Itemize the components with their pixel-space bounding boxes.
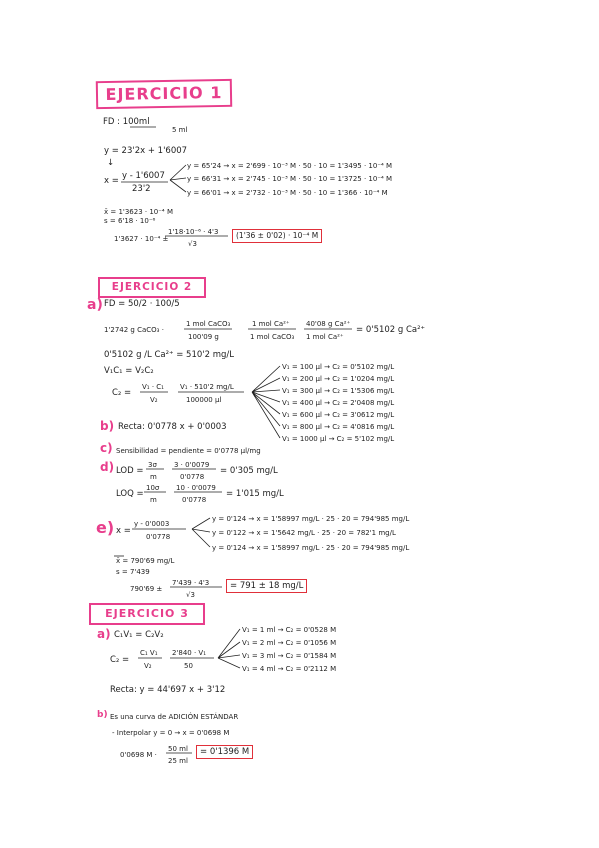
ex2-recta: Recta: 0'0778 x + 0'0003	[118, 422, 227, 432]
ex2-loq-label: LOQ =	[116, 489, 144, 499]
ex2-conv-f1d: 100'09 g	[188, 333, 219, 341]
ex2-c2-num: V₁ · C₁	[142, 383, 164, 391]
ex2-sample-3: y = 0'124 → x = 1'58997 mg/L · 25 · 20 = 794'985 mg/L	[212, 544, 410, 552]
ex2-conv-f3n: 40'08 g Ca²⁺	[306, 320, 351, 328]
ex2-c2b-den: 100000 µl	[186, 396, 222, 404]
ex2-loq-den2: 0'0778	[182, 496, 207, 504]
ex3-calc-lead: 0'0698 M ·	[120, 751, 157, 759]
ex2-x-num: y - 0'0003	[134, 520, 170, 528]
ex2-loq-num2: 10 · 0'0079	[176, 484, 216, 492]
ex2-dilution-1: V₁ = 100 µl → C₂ = 0'5102 mg/L	[282, 363, 395, 371]
ex2-ci-den: √3	[186, 591, 195, 599]
ex2-sensitivity: Sensibilidad = pendiente = 0'0778 µl/mg	[116, 447, 261, 455]
ex2-conv-f3d: 1 mol Ca²⁺	[306, 333, 344, 341]
ex2-c2-den: V₂	[150, 396, 158, 404]
ex2-sample-2: y = 0'122 → x = 1'5642 mg/L · 25 · 20 = 782'1 mg/L	[212, 529, 396, 537]
ex2-b-label: b)	[100, 419, 115, 433]
ex2-dilution-2: V₁ = 200 µl → C₂ = 1'0204 mg/L	[282, 375, 395, 383]
ex2-sample-arrows	[192, 518, 210, 547]
ex2-c-label: c)	[100, 441, 113, 455]
ex1-fd-den: 5 ml	[172, 126, 188, 134]
ex3-dilution-1: V₁ = 1 ml → C₂ = 0'0528 M	[242, 626, 337, 634]
ex2-lod-result: = 0'305 mg/L	[220, 466, 278, 476]
ex3-recta: Recta: y = 44'697 x + 3'12	[110, 685, 226, 695]
ex2-lod-num2: 3 · 0'0079	[174, 461, 210, 469]
ex2-sample-1: y = 0'124 → x = 1'58997 mg/L · 25 · 20 = 794'985 mg/L	[212, 515, 410, 523]
ex3-c2-num: C₁ V₁	[140, 649, 158, 657]
ex3-interpolate: - Interpolar y = 0 → x = 0'0698 M	[112, 729, 230, 737]
ex2-dilution-3: V₁ = 300 µl → C₂ = 1'5306 mg/L	[282, 387, 395, 395]
ex2-c2-label: C₂ =	[112, 388, 132, 398]
ex2-dilution-7: V₁ = 1000 µl → C₂ = 5'102 mg/L	[282, 435, 395, 443]
ex2-ci-lead: 790'69 ±	[130, 585, 163, 593]
ex3-dilution-4: V₁ = 4 ml → C₂ = 0'2112 M	[242, 665, 337, 673]
ex2-loq-den: m	[150, 496, 157, 504]
ex3-c2-den: V₂	[144, 662, 152, 670]
ex2-gl: 0'5102 g /L Ca²⁺ = 510'2 mg/L	[104, 350, 234, 360]
ex2-lod-num: 3σ	[148, 461, 157, 469]
ex1-branch-1: y = 65'24 → x = 2'699 · 10⁻³ M · 50 · 10 = 1'3495 · 10⁻⁴ M	[187, 162, 393, 170]
ex1-sd: s = 6'18 · 10⁻⁶	[104, 217, 156, 225]
ex3-result-box: = 0'1396 M	[196, 745, 253, 759]
ex1-arrow-down: ↓	[107, 158, 115, 168]
ex3-b-label: b)	[97, 710, 108, 720]
ex1-x-num: y - 1'6007	[122, 171, 165, 181]
ex2-x-label: x =	[116, 526, 131, 536]
ex1-ci-lead: 1'3627 · 10⁻⁴ ±	[114, 235, 169, 243]
ex2-vc: V₁C₁ = V₂C₂	[104, 366, 154, 376]
ex2-mean: x̄ = 790'69 mg/L	[116, 557, 175, 565]
ex2-conv-f1n: 1 mol CaCO₃	[186, 320, 231, 328]
ex1-title-text: EJERCICIO 1	[105, 82, 223, 105]
ex1-result-box: (1'36 ± 0'02) · 10⁻⁴ M	[232, 229, 322, 243]
ex2-dilution-arrows	[252, 366, 280, 438]
ex3-calc-den: 25 ml	[168, 757, 188, 765]
ex3-a-label: a)	[97, 627, 111, 641]
ex3-dilution-3: V₁ = 3 ml → C₂ = 0'1584 M	[242, 652, 337, 660]
ex3-dilution-2: V₁ = 2 ml → C₂ = 0'1056 M	[242, 639, 337, 647]
ex2-loq-num: 10σ	[146, 484, 160, 492]
ex1-branch-2: y = 66'31 → x = 2'745 · 10⁻³ M · 50 · 10 = 1'3725 · 10⁻⁴ M	[187, 175, 393, 183]
ex2-conv-f2n: 1 mol Ca²⁺	[252, 320, 290, 328]
ex2-title-text: EJERCICIO 2	[111, 281, 193, 293]
ex1-branch-arrows	[170, 165, 186, 192]
ex3-b-text: Es una curva de ADICIÓN ESTÁNDAR	[110, 713, 239, 721]
ex3-cv: C₁V₁ = C₂V₂	[114, 630, 164, 640]
ex2-fd: FD = 50/2 · 100/5	[104, 299, 180, 309]
ex1-x-label: x =	[104, 176, 119, 186]
ex2-conv-f2d: 1 mol CaCO₃	[250, 333, 295, 341]
ex2-e-label: e)	[96, 518, 115, 537]
ex2-conv-lead: 1'2742 g CaCO₃ ·	[104, 326, 164, 334]
ex2-d-label: d)	[100, 460, 115, 474]
ex3-c2b-den: 50	[184, 662, 193, 670]
ex2-lod-den2: 0'0778	[180, 473, 205, 481]
ex2-x-den: 0'0778	[146, 533, 171, 541]
ex1-ci-den: √3	[188, 240, 197, 248]
ex2-lod-label: LOD =	[116, 466, 144, 476]
ex2-conv-result: = 0'5102 g Ca²⁺	[356, 325, 426, 335]
ex2-result-box: = 791 ± 18 mg/L	[226, 579, 307, 593]
ex3-calc-num: 50 ml	[168, 745, 188, 753]
ex2-lod-den: m	[150, 473, 157, 481]
ex1-equation: y = 23'2x + 1'6007	[104, 146, 188, 156]
ex3-dilution-arrows	[218, 629, 240, 668]
ex2-dilution-4: V₁ = 400 µl → C₂ = 2'0408 mg/L	[282, 399, 395, 407]
ex2-dilution-5: V₁ = 600 µl → C₂ = 3'0612 mg/L	[282, 411, 395, 419]
ex1-ci-num: 1'18·10⁻⁶ · 4'3	[168, 228, 219, 236]
ex2-sd: s = 7'439	[116, 568, 150, 576]
ex2-a-label: a)	[87, 297, 103, 313]
ex2-c2b-num: V₁ · 510'2 mg/L	[180, 383, 234, 391]
ex2-ci-num: 7'439 · 4'3	[172, 579, 210, 587]
ex1-mean: x̄ = 1'3623 · 10⁻⁴ M	[104, 208, 173, 216]
ex2-loq-result: = 1'015 mg/L	[226, 489, 284, 499]
ex3-title-text: EJERCICIO 3	[105, 607, 189, 620]
ex3-c2-label: C₂ =	[110, 655, 130, 665]
ex1-fd: FD : 100ml	[103, 117, 150, 127]
ex1-x-den: 23'2	[132, 184, 151, 194]
ex2-dilution-6: V₁ = 800 µl → C₂ = 4'0816 mg/L	[282, 423, 395, 431]
ex1-branch-3: y = 66'01 → x = 2'732 · 10⁻³ M · 50 · 10 = 1'366 · 10⁻⁴ M	[187, 189, 388, 197]
ex3-c2b-num: 2'840 · V₁	[172, 649, 207, 657]
